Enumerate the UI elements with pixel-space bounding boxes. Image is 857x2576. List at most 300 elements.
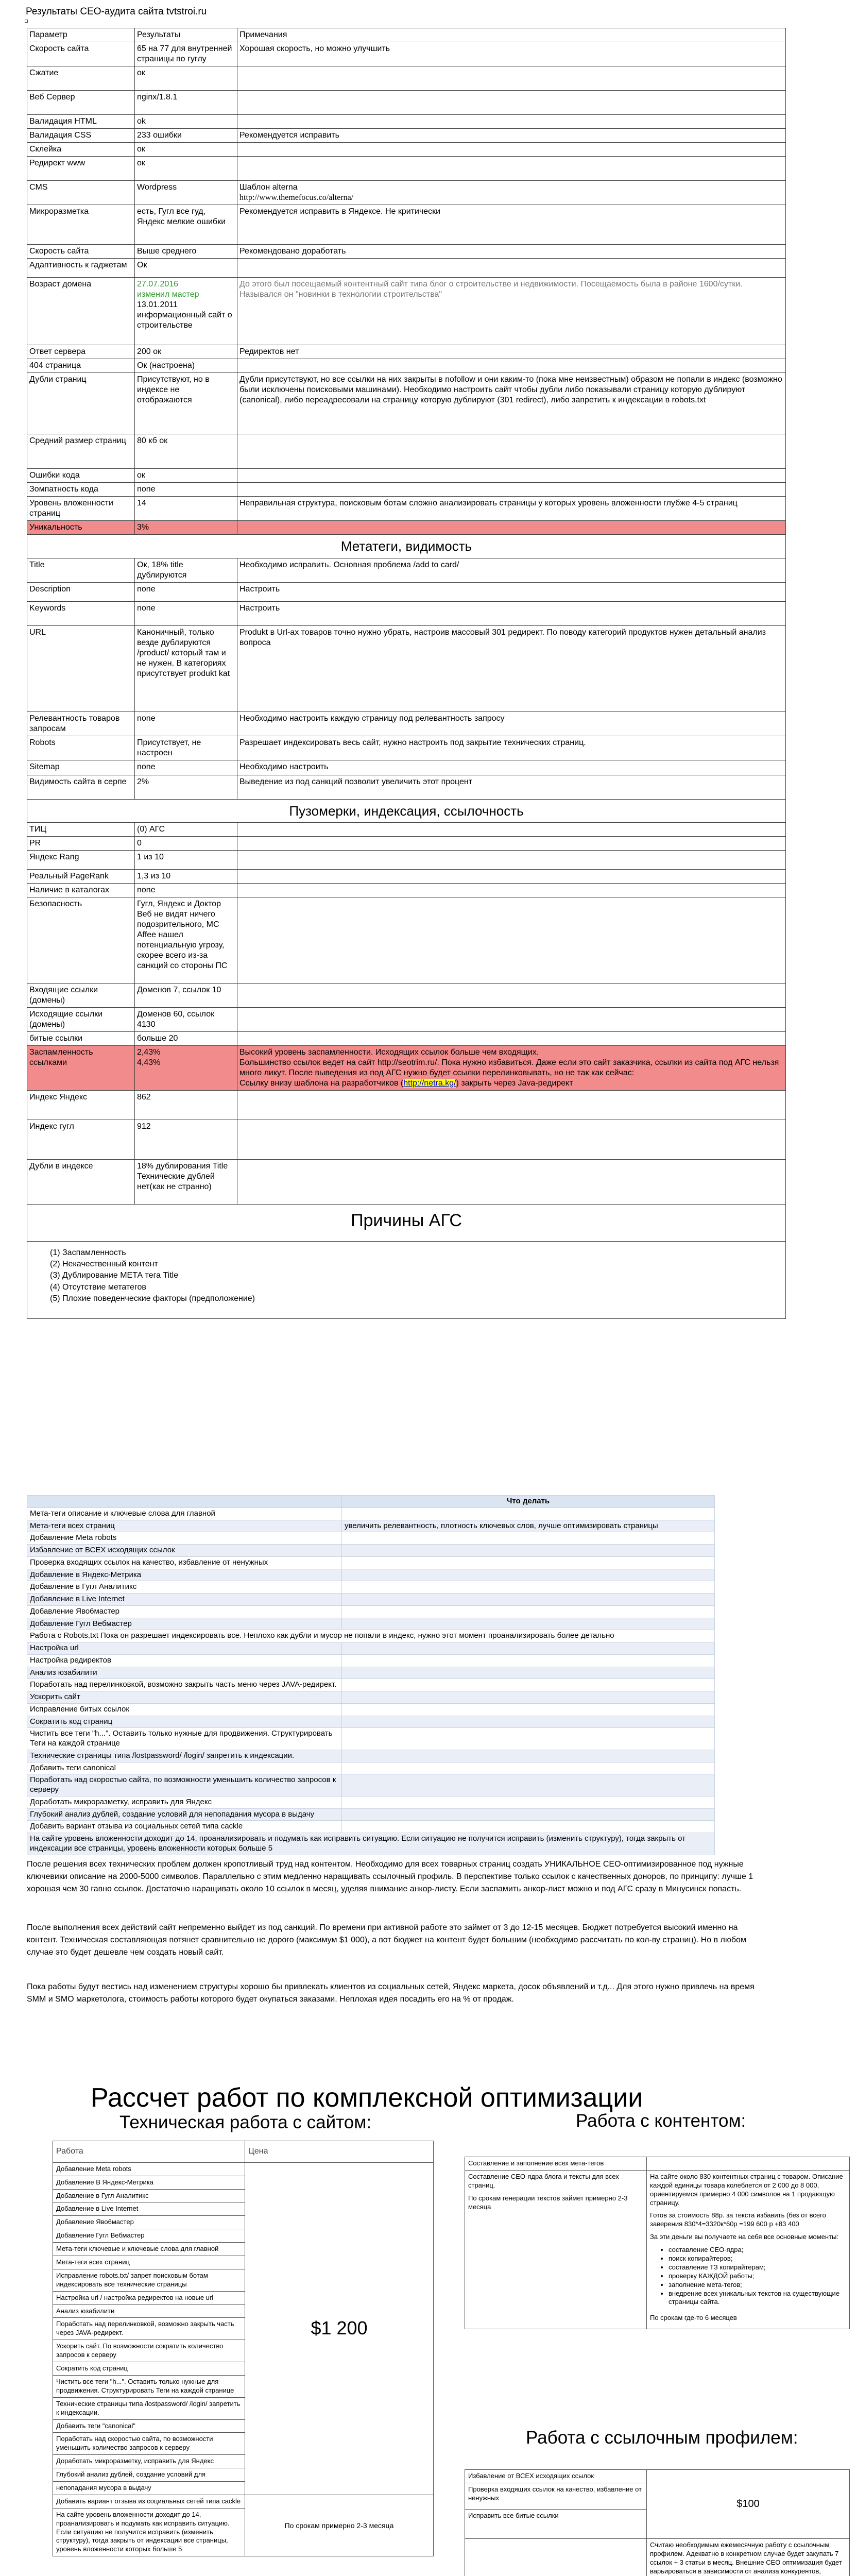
audit-row	[27, 897, 786, 984]
content-details-p2: Готов за стоимость 88р. за текста избавить (без от всего заверения 830*4=3320к*60р =199 600 р +83 400	[650, 2211, 826, 2228]
audit-row	[27, 837, 786, 851]
list-item: • составление СЕО-ядра;	[669, 2246, 846, 2255]
note-cell	[237, 143, 786, 157]
param-cell: Возраст домена	[27, 278, 135, 345]
audit-row	[27, 521, 786, 535]
header-notes: Примечания	[237, 28, 786, 42]
todo-task: Добавление Meta robots	[27, 1532, 342, 1545]
links-row-growth	[465, 2538, 850, 2576]
result-cell: 3%	[135, 521, 237, 535]
todo-header-empty	[27, 1496, 342, 1508]
links-broken-task: Исправить все битые ссылки	[465, 2509, 647, 2538]
todo-row	[27, 1750, 715, 1762]
todo-detail	[342, 1667, 715, 1679]
param-cell: Скорость сайта	[27, 42, 135, 66]
note-cell	[237, 259, 786, 278]
result-cell: 80 кб ок	[135, 434, 237, 469]
todo-header-row	[27, 1496, 715, 1508]
todo-task: Технические страницы типа /lostpassword/ /login/ запретить к индексации.	[27, 1750, 342, 1762]
audit-row	[27, 711, 786, 736]
result-cell: Доменов 7, ссылок 10	[135, 984, 237, 1008]
work-item: Добавить вариант отзыва из социальных сетей типа cackle	[53, 2495, 245, 2508]
audit-row	[27, 259, 786, 278]
result-cell: Wordpress	[135, 181, 237, 205]
work-item: Добавить теги "canonical"	[53, 2419, 245, 2433]
todo-task: Доработать микроразметку, исправить для Яндекс	[27, 1796, 342, 1808]
todo-detail	[342, 1642, 715, 1655]
section-ags-reasons-cell: Причины АГС	[27, 1205, 786, 1242]
todo-detail	[342, 1750, 715, 1762]
spam-note-3-start: Ссылку внизу шаблона на разработчиков (	[239, 1079, 404, 1088]
todo-detail	[342, 1796, 715, 1808]
age-date-old: 13.01.2011	[137, 300, 178, 309]
content-meta-price	[647, 2157, 850, 2171]
tech-work-header-row	[53, 2141, 434, 2163]
section-metrics	[27, 799, 786, 823]
audit-row	[27, 42, 786, 66]
work-col-header: Работа	[53, 2141, 245, 2163]
note-cell	[237, 1008, 786, 1032]
param-cell: Дубли страниц	[27, 373, 135, 434]
work-item: Сократить код страниц	[53, 2362, 245, 2376]
todo-row	[27, 1821, 715, 1833]
work-row	[53, 2495, 434, 2508]
todo-detail	[342, 1556, 715, 1569]
list-item: • внедрение всех уникальных текстов на существующие страницы сайта.	[669, 2290, 846, 2307]
todo-detail	[342, 1605, 715, 1618]
todo-row	[27, 1569, 715, 1581]
result-cell: none	[135, 760, 237, 775]
todo-detail	[342, 1569, 715, 1581]
content-details-p1: На сайте около 830 контентных страниц с товаром. Описание каждой единицы товара колеблется от 2 000 до 8 000, ориентируемся примерно 4 000 символов на 1 продающую страницу.	[650, 2172, 843, 2207]
audit-row	[27, 143, 786, 157]
note-cell	[237, 157, 786, 181]
note-cell: Рекомендуется исправить	[237, 129, 786, 143]
note-cell: Хорошая скорость, но можно улучшить	[237, 42, 786, 66]
todo-task: Добавление в Яндекс-Метрика	[27, 1569, 342, 1581]
note-cell	[237, 1120, 786, 1160]
audit-row	[27, 823, 786, 837]
result-cell: ок	[135, 157, 237, 181]
todo-row	[27, 1654, 715, 1667]
work-item: Добавление Гугл Вебмастер	[53, 2229, 245, 2243]
list-item: (2) Некачественный контент	[50, 1259, 158, 1268]
work-item: Мета-теги всех страниц	[53, 2256, 245, 2269]
work-item: Добавление В Яндекс-Метрика	[53, 2176, 245, 2189]
list-item: (1) Заспамленность	[50, 1248, 126, 1257]
work-item: Чистить все теги "h...". Оставить только нужные для продвижения. Структурировать Теги на каждой странице	[53, 2375, 245, 2397]
audit-row	[27, 775, 786, 799]
list-item: • поиск копирайтеров;	[669, 2255, 846, 2263]
param-cell: Зомпатность кода	[27, 483, 135, 497]
work-item: Мета-теги ключевые и ключевые слова для главной	[53, 2243, 245, 2256]
todo-row	[27, 1642, 715, 1655]
result-cell: nginx/1.8.1	[135, 91, 237, 115]
param-cell: Индекс гугл	[27, 1120, 135, 1160]
result-cell: Каноничный, только везде дублируются /product/ который там и не нужен. В категориях присутствует produkt kat	[135, 625, 237, 711]
todo-detail	[342, 1581, 715, 1594]
todo-row	[27, 1545, 715, 1557]
result-cell: 233 ошибки	[135, 129, 237, 143]
note-cell: Необходимо исправить. Основная проблема /add to card/	[237, 558, 786, 582]
note-cell	[237, 984, 786, 1008]
result-cell: 14	[135, 497, 237, 521]
work-item: Исправление robots.txt/ запрет поисковым ботам индексировать все технические страницы	[53, 2269, 245, 2291]
param-cell: Склейка	[27, 143, 135, 157]
note-cell: Рекомендуется исправить в Яндексе. Не критически	[237, 205, 786, 245]
note-cell	[237, 837, 786, 851]
todo-task: Добавление Яво6мастер	[27, 1605, 342, 1618]
age-changed-owner: изменил мастер	[137, 290, 199, 299]
todo-detail	[342, 1728, 715, 1750]
todo-task: Анализ юзабилити	[27, 1667, 342, 1679]
param-cell: Веб Сервер	[27, 91, 135, 115]
paragraph-timeline: После выполнения всех действий сайт непременно выйдет из под санкций. По времени при активной работе это займет от 3 до 12-15 месяцев. Бюджет потребуется высокий именно на контент. Техническая составляющая потянет сравнительно не дорого (максимум $1 000), а вот бюджет на контент будет большим (необходимо рассчитать по кол-ву страниц). Но в любом случае это будет дешевле чем создать новый сайт.	[27, 1923, 746, 1957]
result-cell: 0	[135, 837, 237, 851]
param-cell: Description	[27, 582, 135, 601]
todo-row	[27, 1796, 715, 1808]
param-cell: Входящие ссылки (домены)	[27, 984, 135, 1008]
note-cell: Настроить	[237, 601, 786, 625]
result-cell: Присутствуют, но в индексе не отображаются	[135, 373, 237, 434]
todo-row	[27, 1618, 715, 1630]
note-cell	[237, 115, 786, 129]
work-item: Поработать над перелинковкой, возможно закрыть часть через JAVA-редирект.	[53, 2318, 245, 2340]
links-work-heading: Работа с ссылочным профилем:	[526, 2428, 798, 2448]
todo-task: Добавление Гугл Вебмастер	[27, 1618, 342, 1630]
result-cell: ок	[135, 66, 237, 91]
content-details-list	[659, 2246, 846, 2307]
param-cell: Ошибки кода	[27, 469, 135, 483]
todo-row	[27, 1507, 715, 1520]
result-cell	[135, 1160, 237, 1205]
result-cell	[135, 1046, 237, 1091]
todo-row	[27, 1762, 715, 1774]
links-incoming-task: Проверка входящих ссылок на качество, избавление от ненужных	[465, 2483, 647, 2509]
result-cell: none	[135, 601, 237, 625]
todo-task: Избавление от ВСЕХ исходящих ссылок	[27, 1545, 342, 1557]
audit-row	[27, 345, 786, 359]
audit-row	[27, 129, 786, 143]
content-texts-task-line2: По срокам генерации текстов займет примерно 2-3 месяца	[468, 2194, 628, 2211]
content-meta-task: Составление и заполнение всех мета-тегов	[465, 2157, 647, 2171]
param-cell: Keywords	[27, 601, 135, 625]
note-cell	[237, 469, 786, 483]
param-cell: Яндекс Rang	[27, 851, 135, 870]
param-cell: Видимость сайта в серпе	[27, 775, 135, 799]
content-row-meta	[465, 2157, 850, 2171]
audit-table	[27, 28, 786, 1319]
list-item: (5) Плохие поведенческие факторы (предположение)	[50, 1294, 255, 1303]
todo-detail	[342, 1774, 715, 1797]
ags-list-cell	[27, 1241, 786, 1319]
todo-task: Поработать над скоростью сайта, по возможности уменьшить количество запросов к серверу	[27, 1774, 342, 1797]
audit-row	[27, 359, 786, 373]
note-cell: Необходимо настроить каждую страницу под релевантность запросу	[237, 711, 786, 736]
todo-task: Сократить код страниц	[27, 1716, 342, 1728]
todo-task: Добавление в Live Internet	[27, 1594, 342, 1606]
note-cell	[237, 870, 786, 884]
todo-header: Что делать	[342, 1496, 715, 1508]
audit-row	[27, 245, 786, 259]
list-item: • проверку КАЖДОЙ работы;	[669, 2272, 846, 2281]
note-cell: Рекомендовано доработать	[237, 245, 786, 259]
content-texts-details	[647, 2170, 850, 2329]
result-cell: none	[135, 711, 237, 736]
todo-row	[27, 1605, 715, 1618]
param-cell: Наличие в каталогах	[27, 884, 135, 897]
links-details-p1: Считаю необходимым ежемесячную работу с ссылочным профилем. Адекватно в конкретном случае будет закупать 7 ссылок + 3 статьи в месяц. Внешние СЕО оптимизация будет варьироваться в зависимости от анализа конкурентов,	[650, 2540, 842, 2575]
header-param: Параметр	[27, 28, 135, 42]
age-date-new: 27.07.2016	[137, 280, 179, 289]
todo-task: Мета-теги описание и ключевые слова для главной	[27, 1507, 342, 1520]
param-cell: Средний размер страниц	[27, 434, 135, 469]
content-work-heading: Работа с контентом:	[576, 2111, 746, 2131]
param-cell: Robots	[27, 736, 135, 760]
tech-price: $1 200	[245, 2162, 434, 2495]
todo-row	[27, 1679, 715, 1691]
work-item: На сайте уровень вложенности доходит до 14, проанализировать и подумать как исправить ситуацию. Если ситуацию не получится исправить (изменить структуру), тогда закрыть от индексации все страницы, уровень вложенности которых больше 5	[53, 2508, 245, 2556]
result-cell: 65 на 77 для внутренней страницы по гуглу	[135, 42, 237, 66]
note-cell	[237, 1160, 786, 1205]
work-item: непопадания мусора в выдачу	[53, 2481, 245, 2495]
age-description: информационный сайт о строительстве	[137, 311, 232, 330]
result-cell: 200 ок	[135, 345, 237, 359]
audit-row-duplicates	[27, 1160, 786, 1205]
content-work-table	[465, 2157, 850, 2329]
param-cell: Реальный PageRank	[27, 870, 135, 884]
todo-detail	[342, 1762, 715, 1774]
param-cell: Сжатие	[27, 66, 135, 91]
page-corner-mark	[25, 20, 28, 23]
result-cell: Выше среднего	[135, 245, 237, 259]
todo-task: Работа с Robots.txt Пока он разрешает индексировать все. Неплохо как дубли и мусор не попали в индекс, нужно этот момент проанализировать более детально	[27, 1630, 715, 1642]
audit-row	[27, 115, 786, 129]
note-cell	[237, 521, 786, 535]
todo-detail	[342, 1532, 715, 1545]
param-cell: Релевантность товаров запросам	[27, 711, 135, 736]
audit-row	[27, 91, 786, 115]
section-metrics-cell: Пузомерки, индексация, ссылочность	[27, 799, 786, 823]
audit-header-row	[27, 28, 786, 42]
links-price-value: $100	[736, 2498, 760, 2510]
links-cleanup-price	[647, 2470, 850, 2539]
todo-table	[27, 1495, 715, 1855]
note-cell: Необходимо настроить	[237, 760, 786, 775]
content-texts-task-line1: Составление СЕО-ядра блога и тексты для всех страниц.	[468, 2172, 619, 2189]
note-cell: Редиректов нет	[237, 345, 786, 359]
todo-detail	[342, 1821, 715, 1833]
result-cell: Гугл, Яндекс и Доктор Веб не видят ничего подозрительного, MC Affee нашел потенциальную угрозу, скорее всего из-за санкций со стороны ПС	[135, 897, 237, 984]
todo-row	[27, 1691, 715, 1704]
audit-row	[27, 760, 786, 775]
work-item: Глубокий анализ дублей, создание условий для	[53, 2468, 245, 2482]
header-results: Результаты	[135, 28, 237, 42]
audit-row	[27, 1091, 786, 1120]
param-cell: Исходящие ссылки (домены)	[27, 1008, 135, 1032]
spam-note-2: Большинство ссылок ведет на сайт http://seotrim.ru/. Пока нужно избавиться. Даже если это сайт заказчика, ссылки из сайта под АГС нельзя много ликут. После выведения из под АГС нужно будет ссылки перелинковывать, но не так как сейчас:	[239, 1058, 779, 1077]
param-cell: Уникальность	[27, 521, 135, 535]
todo-detail: увеличить релевантность, плотность ключевых слов, лучше оптимизировать страницы	[342, 1520, 715, 1532]
work-row	[53, 2162, 434, 2176]
result-cell: ok	[135, 115, 237, 129]
links-work-table	[465, 2469, 850, 2576]
paragraph-content-plan: После решения всех технических проблем должен кропотливый труд над контентом. Необходимо для всех товарных страниц создать УНИКАЛЬНОЕ СЕО-оптимизированное под нужные ключевики описание на 2000-5000 символов. Параллельно с этим медленно наращивать ссылочный профиль. В перспективе только ссылок с качественных доноров, по принципу: лучше 1 хорошая чем 30 гавно ссылок. Достаточно наращивать около 10 ссылок в месяц, уделяя внимание анкор-листу. Если заспамить анкор-лист можно и под АГС сразу в Минусинск попасть.	[27, 1860, 753, 1893]
param-cell: Микроразметка	[27, 205, 135, 245]
todo-task: Проверка входящих ссылок на качество, избавление от ненужных	[27, 1556, 342, 1569]
section-meta-cell: Метатеги, видимость	[27, 535, 786, 558]
audit-row	[27, 157, 786, 181]
audit-row-domain-age	[27, 278, 786, 345]
param-cell: Заспамленность ссылками	[27, 1046, 135, 1091]
result-cell: none	[135, 884, 237, 897]
work-item: Технические страницы типа /lostpassword/ /login/ запретить к индексации.	[53, 2397, 245, 2419]
audit-row	[27, 1008, 786, 1032]
audit-row	[27, 469, 786, 483]
param-cell: PR	[27, 837, 135, 851]
todo-detail	[342, 1618, 715, 1630]
section-ags-reasons	[27, 1205, 786, 1242]
todo-row	[27, 1667, 715, 1679]
result-cell: Ок	[135, 259, 237, 278]
audit-row-spam	[27, 1046, 786, 1091]
param-cell: битые ссылки	[27, 1032, 135, 1046]
todo-row	[27, 1833, 715, 1855]
result-cell: 1,3 из 10	[135, 870, 237, 884]
pricing-title: Рассчет работ по комплексной оптимизации	[91, 2083, 643, 2113]
links-growth-task	[465, 2538, 647, 2576]
todo-detail	[342, 1716, 715, 1728]
audit-row	[27, 483, 786, 497]
result-cell: Доменов 60, ссылок 4130	[135, 1008, 237, 1032]
audit-row	[27, 434, 786, 469]
param-cell: Title	[27, 558, 135, 582]
document-title: Результаты СЕО-аудита сайта tvtstroi.ru	[26, 6, 207, 17]
content-details-term: По срокам где-то 6 месяцев	[650, 2314, 737, 2322]
content-texts-task	[465, 2170, 647, 2329]
note-cell: Выведение из под санкций позволит увеличить этот процент	[237, 775, 786, 799]
param-cell: Валидация HTML	[27, 115, 135, 129]
audit-row	[27, 736, 786, 760]
work-item: Добавление в Live Internet	[53, 2202, 245, 2216]
param-cell: Безопасность	[27, 897, 135, 984]
todo-detail	[342, 1507, 715, 1520]
audit-row	[27, 1120, 786, 1160]
tech-term: По срокам примерно 2-3 месяца	[245, 2495, 434, 2556]
todo-row	[27, 1808, 715, 1821]
todo-row	[27, 1556, 715, 1569]
param-cell: URL	[27, 625, 135, 711]
todo-row	[27, 1581, 715, 1594]
links-growth-details	[647, 2538, 850, 2576]
note-cell	[237, 897, 786, 984]
todo-detail	[342, 1594, 715, 1606]
note-cell	[237, 278, 786, 345]
audit-row	[27, 373, 786, 434]
note-cell	[237, 434, 786, 469]
todo-row	[27, 1774, 715, 1797]
spam-note-3-end: ) закрыть через Java-редирект	[456, 1079, 573, 1088]
todo-task: Добавить теги canonical	[27, 1762, 342, 1774]
developer-link[interactable]: http://netra.kg/	[403, 1079, 456, 1088]
result-cell: 862	[135, 1091, 237, 1120]
result-cell: Присутствует, не настроен	[135, 736, 237, 760]
todo-row	[27, 1520, 715, 1532]
work-item: Добавление в Гугл Аналитикс	[53, 2189, 245, 2202]
result-cell: 1 из 10	[135, 851, 237, 870]
note-cell	[237, 823, 786, 837]
audit-row-ags-list	[27, 1241, 786, 1319]
paragraph-smm: Пока работы будут вестись над изменением структуры хорошо бы привлекать клиентов из социальных сетей, Яндекс маркета, досок объявлений и т.д... Для этого нужно привлечь на время SMM и SMO маркетолога, стоимость работы которого будет окупаться заказами. Неплохая идея посадить его на % от продаж.	[27, 1982, 755, 2004]
param-cell: Валидация CSS	[27, 129, 135, 143]
param-cell: Уровень вложенности страниц	[27, 497, 135, 521]
result-cell: ок	[135, 469, 237, 483]
content-row-texts	[465, 2170, 850, 2329]
work-item: Добавление Яво6мастер	[53, 2216, 245, 2229]
param-cell: Ответ сервера	[27, 345, 135, 359]
todo-task: Исправление битых ссылок	[27, 1703, 342, 1716]
param-cell: Индекс Яндекс	[27, 1091, 135, 1120]
audit-row	[27, 205, 786, 245]
audit-row	[27, 625, 786, 711]
work-item: Настройка url / настройка редиректов на новые url	[53, 2291, 245, 2304]
note-cell	[237, 1091, 786, 1120]
work-item: Добавление Meta robots	[53, 2162, 245, 2176]
spam-note-1: Высокий уровень заспамленности. Исходящих ссылок больше чем входящих.	[239, 1048, 539, 1057]
list-item: (3) Дублирование МЕТА тега Title	[50, 1271, 179, 1280]
audit-row	[27, 582, 786, 601]
cms-template-link[interactable]: http://www.themefocus.co/alterna/	[239, 193, 354, 202]
todo-detail	[342, 1703, 715, 1716]
todo-task: Настройка редиректов	[27, 1654, 342, 1667]
param-cell: CMS	[27, 181, 135, 205]
work-item: Анализ юзабилити	[53, 2304, 245, 2318]
audit-row	[27, 558, 786, 582]
todo-task: Настройка url	[27, 1642, 342, 1655]
audit-row	[27, 870, 786, 884]
note-cell: Неправильная структура, поисковым ботам сложно анализировать страницы у которых уровень вложенности глубже 4-5 страниц	[237, 497, 786, 521]
param-cell: 404 страница	[27, 359, 135, 373]
work-item: Поработать над скоростью сайта, по возможности уменьшить количество запросов к серверу	[53, 2433, 245, 2455]
spam-note-3	[239, 1078, 783, 1089]
note-cell: Дубли присутствуют, но все ссылки на них закрыты в nofollow и они каким-то (пока мне неизвестным) образом не попали в индекс (возможно были исключены поисковыми машинами). Необходимо настроить сайт чтобы дубли либо показывали страницу которую дублируют (canonical), либо переадресовали на страницу которую дублируют (301 redirect), либо запретить к индексации в robots.txt	[237, 373, 786, 434]
audit-row-cms	[27, 181, 786, 205]
note-cell: Разрешает индексировать весь сайт, нужно настроить под закрытие технических страниц.	[237, 736, 786, 760]
todo-row	[27, 1594, 715, 1606]
links-row-outgoing	[465, 2470, 850, 2483]
note-cell	[237, 884, 786, 897]
result-cell: больше 20	[135, 1032, 237, 1046]
todo-detail	[342, 1691, 715, 1704]
spam-value-2: 4,43%	[137, 1058, 161, 1067]
list-item: (4) Отсутствие метатегов	[50, 1282, 146, 1292]
todo-task: Глубокий анализ дублей, создание условий для непопадания мусора в выдачу	[27, 1808, 342, 1821]
note-cell	[237, 483, 786, 497]
todo-task: На сайте уровень вложенности доходит до 14, проанализировать и подумать как исправить ситуацию. Если ситуацию не получится исправить (изменить структуру), тогда закрыть от индексации все страницы, уровень вложенности которых больше 5	[27, 1833, 715, 1855]
work-item: Доработать микроразметку, исправить для Яндекс	[53, 2455, 245, 2468]
links-outgoing-task: Избавление от ВСЕХ исходящих ссылок	[465, 2470, 647, 2483]
param-cell: Редирект www	[27, 157, 135, 181]
todo-task: Добавление в Гугл Аналитикс	[27, 1581, 342, 1594]
ags-reasons-list	[29, 1243, 783, 1317]
audit-row	[27, 1032, 786, 1046]
age-note-2: Назывался он "новинки в технологии строительства"	[239, 290, 442, 299]
content-details-p3: За эти деньги вы получаете на себя все основные моменты:	[650, 2233, 838, 2241]
result-cell: Ок, 18% title дублируются	[135, 558, 237, 582]
note-cell	[237, 851, 786, 870]
list-item: • заполнение мета-тегов;	[669, 2281, 846, 2290]
todo-row	[27, 1630, 715, 1642]
